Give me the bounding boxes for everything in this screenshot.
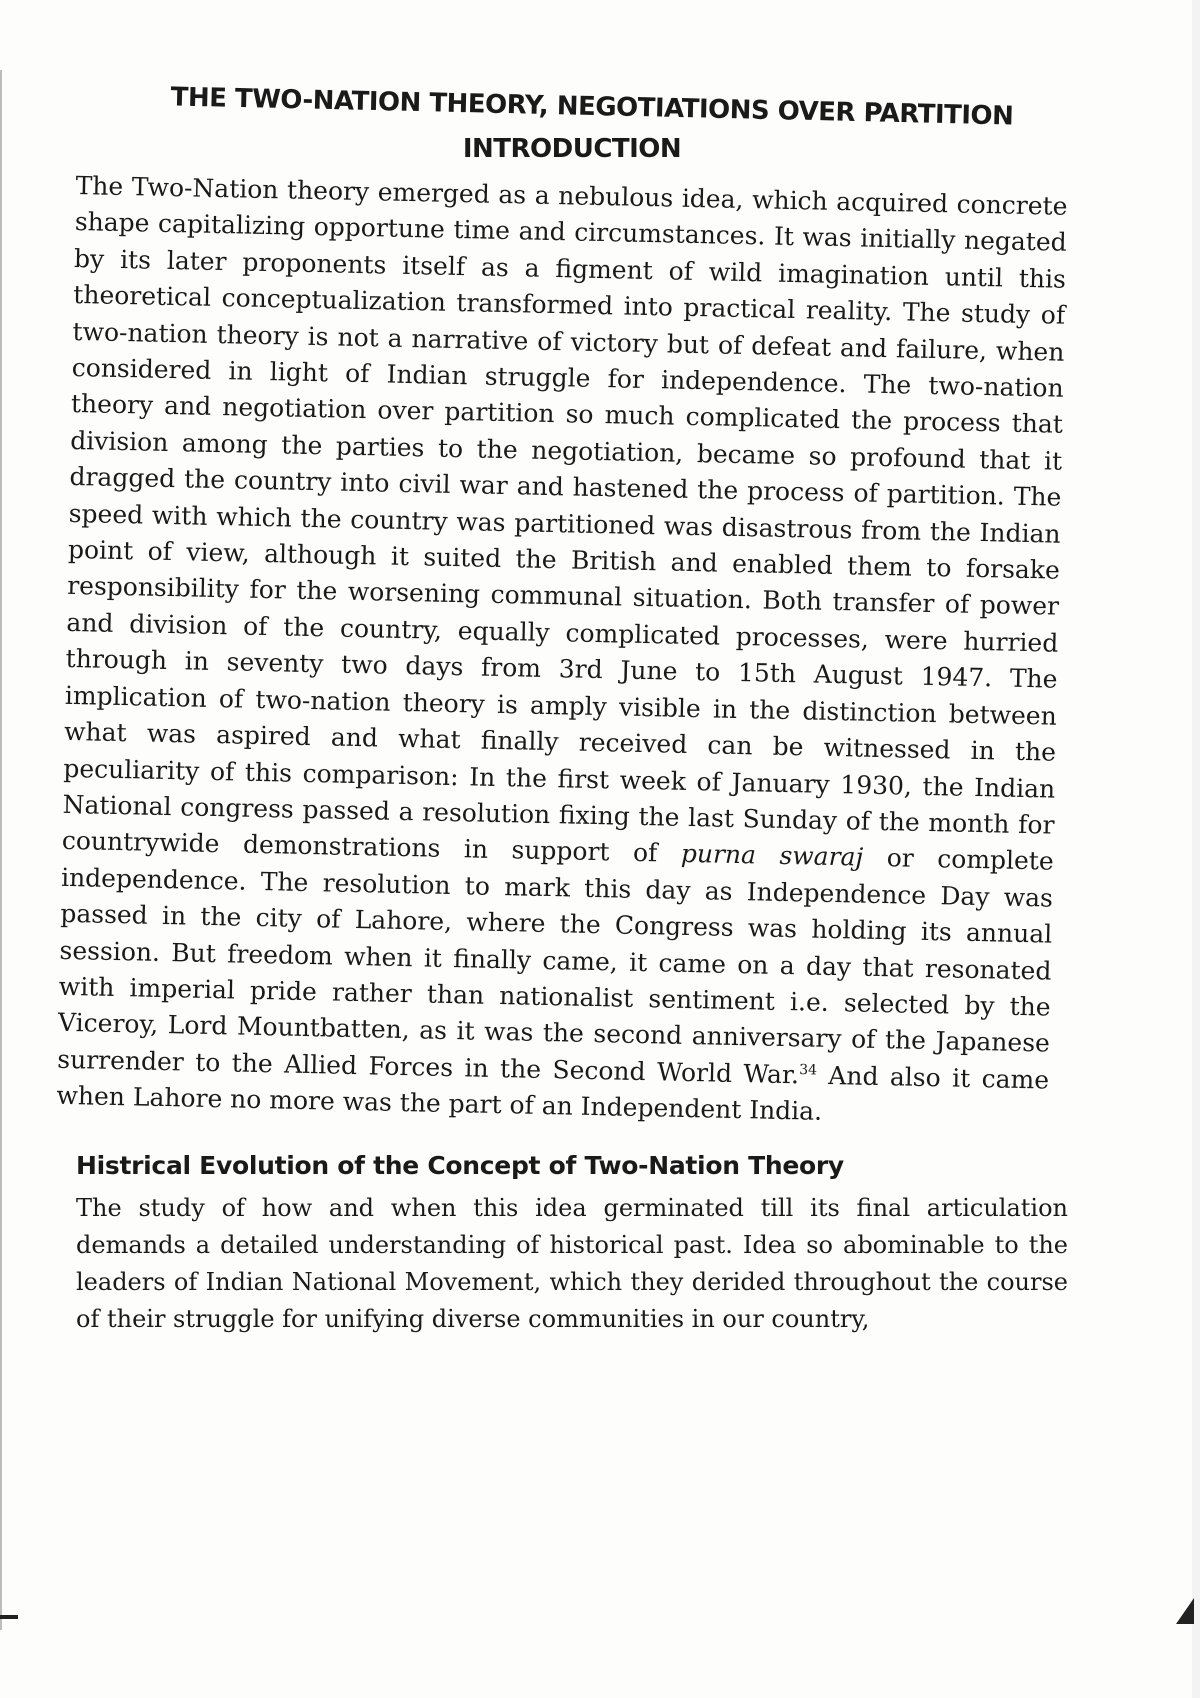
intro-text-part-3: And also it came when Lahore no more was the part of an Independent India. (56, 1060, 1050, 1126)
italic-term: purna swaraj (680, 839, 864, 872)
binding-mark-right (1176, 1598, 1194, 1624)
page-content (56, 82, 1068, 1338)
introduction-paragraph (56, 168, 1068, 1135)
introduction-heading: INTRODUCTION (462, 134, 682, 164)
page-left-edge (0, 70, 2, 1630)
section-heading: Histrical Evolution of the Concept of Two-Nation Theory (76, 1150, 844, 1180)
section-paragraph: The study of how and when this idea germinated till its final articulation demands a detailed understanding of historical past. Idea so abominable to the leaders of Indian National Movement, which they derided throughout the course of their struggle for unifying diverse communities in our country, (76, 1193, 1068, 1333)
intro-text-part-2: or complete independence. The resolution to mark this day as Independence Day was passed in the city of Lahore, where the Congress was holding its annual session. But freedom when it finally came, it came on a day that resonated with imperial pride rather than nationalist sentiment i.e. selected by the Viceroy, Lord Mountbatten, as it was the second anniversary of the Japanese surrender to the Allied Forces in the Second World War. (57, 842, 1055, 1090)
binding-mark-left (0, 1615, 18, 1619)
page-right-edge (1192, 0, 1200, 1698)
intro-text-part-1: The Two-Nation theory emerged as a nebulous idea, which acquired concrete shape capitalizing opportune time and circumstances. It was initially negated by its later proponents itself as a figment of wild imagination until this theoretical conceptualization transformed into practical reality. The study of two-nation theory is not a narrative of victory but of defeat and failure, when considered in light of Indian struggle for independence. The two-nation theory and negotiation over partition so much complicated the process that division among the parties to the negotiation, became so profound that it dragged the country into civil war and hastened the process of partition. The speed with which the country was partitioned was disastrous from the Indian point of view, although it suited the British and enabled them to forsake responsibility for the worsening communal situation. Both transfer of power and division of the country, equally complicated processes, were hurried through in seventy two days from 3rd June to 15th August 1947. The implication of two-nation theory is amply visible in the distinction between what was aspired and what finally received can be witnessed in the peculiarity of this comparison: In the first week of January 1930, the Indian National congress passed a resolution fixing the last Sunday of the month for countrywide demonstrations in support of (61, 170, 1068, 869)
footnote-marker: 34 (798, 1061, 818, 1079)
chapter-title: THE TWO-NATION THEORY, NEGOTIATIONS OVER PARTITION (170, 82, 1014, 132)
